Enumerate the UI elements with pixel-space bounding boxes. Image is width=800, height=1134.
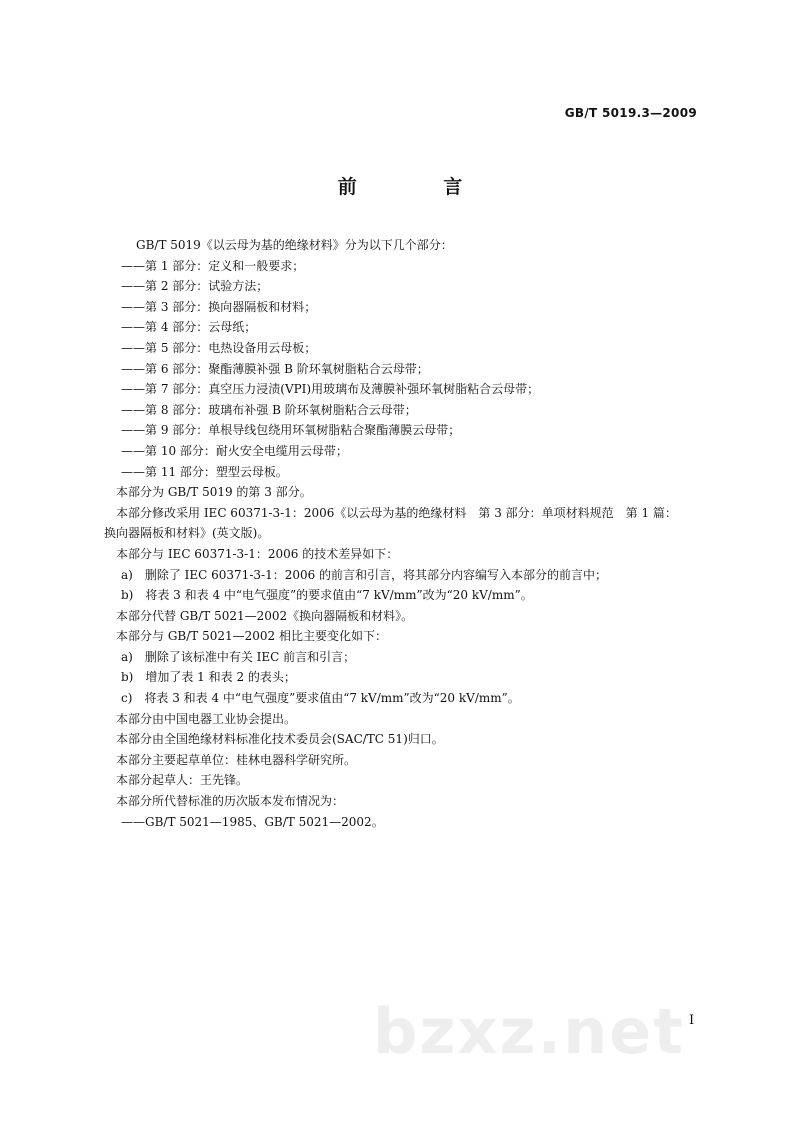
- replacement-paragraph: 本部分代替 GB/T 5021—2002《换向器隔板和材料》。: [116, 608, 414, 623]
- iec-differences-paragraph: 本部分与 IEC 60371-3-1：2006 的技术差异如下：: [116, 546, 399, 561]
- drafting-unit-paragraph: 本部分主要起草单位：桂林电器科学研究所。: [116, 752, 357, 767]
- part-list-item: ——第 8 部分：玻璃布补强 B 阶环氧树脂粘合云母带；: [121, 402, 417, 417]
- drafter-paragraph: 本部分起草人：王先锋。: [116, 773, 249, 788]
- part-list-item: ——第 2 部分：试验方法；: [121, 279, 269, 294]
- change-item: a) 删除了该标准中有关 IEC 前言和引言；: [121, 649, 356, 664]
- part-list-item: ——第 4 部分：云母纸；: [121, 320, 257, 335]
- part-list-item: ——第 11 部分：塑型云母板。: [121, 464, 288, 479]
- adoption-paragraph-line1: 本部分修改采用 IEC 60371-3-1：2006《以云母为基的绝缘材料 第 3 部分：单项材料规范 第 1 篇：: [116, 505, 677, 520]
- part-list-item: ——第 6 部分：聚酯薄膜补强 B 阶环氧树脂粘合云母带；: [121, 361, 429, 376]
- part-list-item: ——第 10 部分：耐火安全电缆用云母带；: [121, 443, 348, 458]
- standard-number: GB/T 5019.3—2009: [564, 106, 697, 120]
- iec-difference-item: a) 删除了 IEC 60371-3-1：2006 的前言和引言，将其部分内容编写入本部分的前言中；: [121, 567, 608, 582]
- part-list-item: ——第 7 部分：真空压力浸渍(VPI)用玻璃布及薄膜补强环氧树脂粘合云母带；: [121, 382, 540, 397]
- document-body: [104, 235, 716, 832]
- adoption-paragraph-line2: 换向器隔板和材料》(英文版)。: [104, 526, 270, 541]
- history-item: ——GB/T 5021—1985、GB/T 5021—2002。: [121, 814, 384, 829]
- part-list-item: ——第 3 部分：换向器隔板和材料；: [121, 299, 317, 314]
- changes-paragraph: 本部分与 GB/T 5021—2002 相比主要变化如下：: [116, 629, 387, 644]
- this-part-paragraph: 本部分为 GB/T 5019 的第 3 部分。: [116, 485, 312, 500]
- history-paragraph: 本部分所代替标准的历次版本发布情况为：: [116, 794, 345, 809]
- change-item: b) 增加了表 1 和表 2 的表头；: [121, 670, 296, 685]
- part-list-item: ——第 9 部分：单根导线包绕用环氧树脂粘合聚酯薄膜云母带；: [121, 423, 461, 438]
- page-title: 前 言: [337, 176, 503, 198]
- watermark: bzxz.net: [373, 995, 685, 1068]
- iec-difference-item: b) 将表 3 和表 4 中“电气强度”的要求值由“7 kV/mm”改为“20 kV/mm”。: [121, 588, 533, 603]
- change-item: c) 将表 3 和表 4 中“电气强度”要求值由“7 kV/mm”改为“20 kV/mm”。: [121, 691, 520, 706]
- intro-paragraph: GB/T 5019《以云母为基的绝缘材料》分为以下几个部分：: [136, 238, 453, 252]
- centralized-by-paragraph: 本部分由全国绝缘材料标准化技术委员会(SAC/TC 51)归口。: [116, 732, 444, 747]
- part-list-item: ——第 5 部分：电热设备用云母板；: [121, 340, 317, 355]
- page-number: I: [689, 1013, 695, 1028]
- proposed-by-paragraph: 本部分由中国电器工业协会提出。: [116, 711, 297, 726]
- part-list-item: ——第 1 部分：定义和一般要求；: [121, 258, 305, 273]
